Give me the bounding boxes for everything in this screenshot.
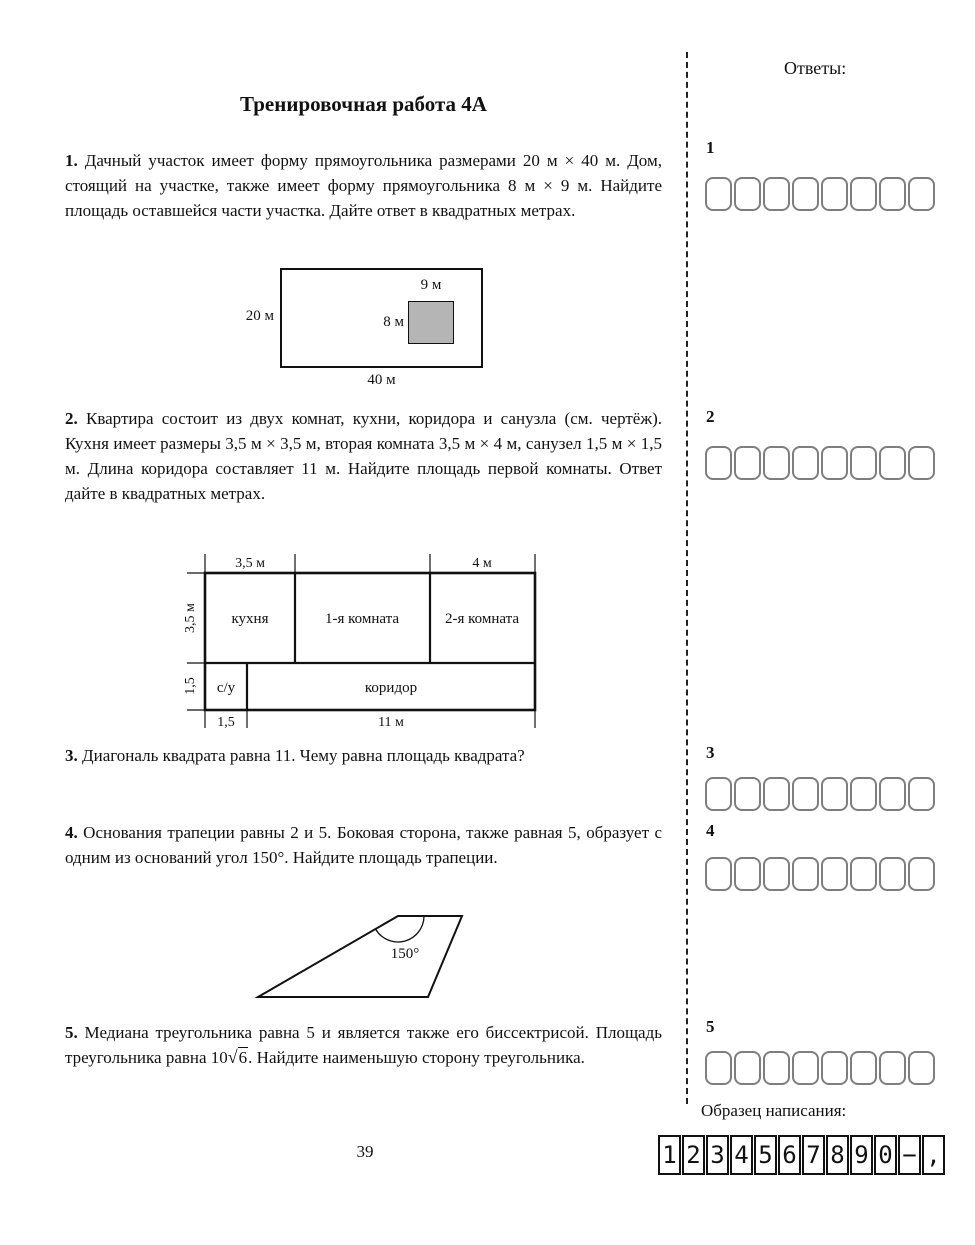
answer-cells-row-4 [705,857,935,891]
sample-char-4: 4 [730,1135,753,1175]
problem-5-text-2: . Найдите наименьшую сторону треугольника. [248,1048,585,1067]
sample-char-0: 0 [874,1135,897,1175]
answer-cell[interactable] [879,446,906,480]
sample-char-comma: , [922,1135,945,1175]
problem-5 [65,1020,662,1070]
problem-4-number: 4. [65,823,78,842]
answer-label-1: 1 [706,138,715,157]
answer-cell[interactable] [705,777,732,811]
dim-label-kitchen-height: 3,5 м [183,603,198,633]
answer-cell[interactable] [792,446,819,480]
answer-cells-row-5 [705,1051,935,1085]
answer-cell[interactable] [908,446,935,480]
trapezoid-outline [258,916,462,997]
dim-label-room2-width: 4 м [472,556,492,571]
column-divider [686,52,688,1104]
answer-cell[interactable] [734,1051,761,1085]
problem-1-number: 1. [65,151,78,170]
sqrt-radicand: 6 [238,1048,248,1067]
answer-cell[interactable] [734,857,761,891]
answer-cell[interactable] [879,177,906,211]
answer-cell[interactable] [792,1051,819,1085]
answer-cell[interactable] [879,1051,906,1085]
answer-cell[interactable] [850,446,877,480]
answer-cell[interactable] [792,177,819,211]
sample-char-1: 1 [658,1135,681,1175]
dim-label-plot-width: 40 м [367,372,396,388]
answer-cell[interactable] [879,857,906,891]
answer-cell[interactable] [908,177,935,211]
plan-lines [187,554,535,728]
answer-label-2: 2 [706,407,715,426]
room-label-bathroom: с/у [216,680,236,696]
worksheet-title: Тренировочная работа 4А [240,92,487,116]
answer-label-3: 3 [706,743,715,762]
sample-char-2: 2 [682,1135,705,1175]
dim-label-bathroom-height: 1,5 [183,677,198,695]
answer-cells-row-1 [705,177,935,211]
answer-label-5: 5 [706,1017,715,1036]
answer-cell[interactable] [850,177,877,211]
dim-label-house-height: 8 м [383,314,404,330]
sample-char-9: 9 [850,1135,873,1175]
dim-label-bathroom-width: 1,5 [217,715,235,730]
sample-char-3: 3 [706,1135,729,1175]
problem-3-text: Диагональ квадрата равна 11. Чему равна площадь квадрата? [77,746,525,765]
dim-label-house-width: 9 м [420,277,442,293]
dimension-ticks [187,554,535,728]
problem-3 [65,743,662,768]
sample-char-minus: − [898,1135,921,1175]
answer-cell[interactable] [763,777,790,811]
answer-cell[interactable] [792,777,819,811]
answer-label-4: 4 [706,821,715,840]
dim-label-kitchen-width: 3,5 м [235,556,265,571]
answer-cell[interactable] [908,1051,935,1085]
problem-5-number: 5. [65,1023,78,1042]
trapezoid-figure [248,906,478,1006]
problem-2-number: 2. [65,409,78,428]
apartment-plan [158,552,578,740]
answer-cell[interactable] [763,446,790,480]
problem-2-text: Квартира состоит из двух комнат, кухни, коридора и санузла (см. чертёж). Кухня имеет размеры 3,5 м × 3,5 м, вторая комната 3,5 м × 4 м, санузел 1,5 м × 1,5 м. Длина коридора составляет 11 м. Найдите площадь первой комнаты. Ответ дайте в квадратных метрах. [65,409,662,503]
house-rectangle [408,301,454,344]
answer-cell[interactable] [792,857,819,891]
problem-2 [65,406,662,506]
problem-4-text: Основания трапеции равны 2 и 5. Боковая сторона, также равная 5, образует с одним из оснований угол 150°. Найдите площадь трапеции. [65,823,662,867]
room-label-kitchen: кухня [231,611,269,627]
answer-cell[interactable] [705,177,732,211]
dim-label-corridor-length: 11 м [378,715,404,730]
answer-cell[interactable] [821,777,848,811]
answer-cell[interactable] [763,857,790,891]
sample-strip [658,1135,945,1175]
problem-1 [65,148,662,223]
problem-5-text-1: Медиана треугольника равна 5 и является также его биссектрисой. Площадь треугольника равна 10 [65,1023,662,1067]
answer-cell[interactable] [705,857,732,891]
answer-cell[interactable] [734,446,761,480]
answer-cell[interactable] [850,777,877,811]
room-label-room2: 2-я комната [444,611,520,627]
answer-cells-row-2 [705,446,935,480]
sample-char-5: 5 [754,1135,777,1175]
problem-1-text: Дачный участок имеет форму прямоугольника размерами 20 м × 40 м. Дом, стоящий на участке, также имеет форму прямоугольника 8 м × 9 м. Найдите площадь оставшейся части участка. Дайте ответ в квадратных метрах. [65,151,662,220]
answer-cell[interactable] [763,177,790,211]
answer-cell[interactable] [850,857,877,891]
answer-cell[interactable] [763,1051,790,1085]
dim-label-plot-height: 20 м [245,308,274,324]
answer-cell[interactable] [705,446,732,480]
answer-cell[interactable] [734,777,761,811]
problem-3-number: 3. [65,746,78,765]
page-number: 39 [356,1142,374,1161]
room-label-room1: 1-я комната [324,611,400,627]
answer-cell[interactable] [908,857,935,891]
sample-char-8: 8 [826,1135,849,1175]
answers-header: Ответы: [784,58,847,78]
angle-arc [376,916,425,942]
sqrt-icon: √ [227,1047,238,1067]
answer-cell[interactable] [850,1051,877,1085]
room-label-corridor: коридор [364,680,418,696]
answer-cell[interactable] [879,777,906,811]
answer-cell[interactable] [821,1051,848,1085]
answer-cell[interactable] [821,177,848,211]
sample-char-7: 7 [802,1135,825,1175]
problem-4 [65,820,662,870]
answer-cell[interactable] [821,446,848,480]
answer-cell[interactable] [705,1051,732,1085]
sample-char-6: 6 [778,1135,801,1175]
sample-title: Образец написания: [701,1101,847,1120]
answer-cell[interactable] [908,777,935,811]
answer-cells-row-3 [705,777,935,811]
angle-label: 150° [390,946,420,962]
answer-cell[interactable] [734,177,761,211]
answer-cell[interactable] [821,857,848,891]
